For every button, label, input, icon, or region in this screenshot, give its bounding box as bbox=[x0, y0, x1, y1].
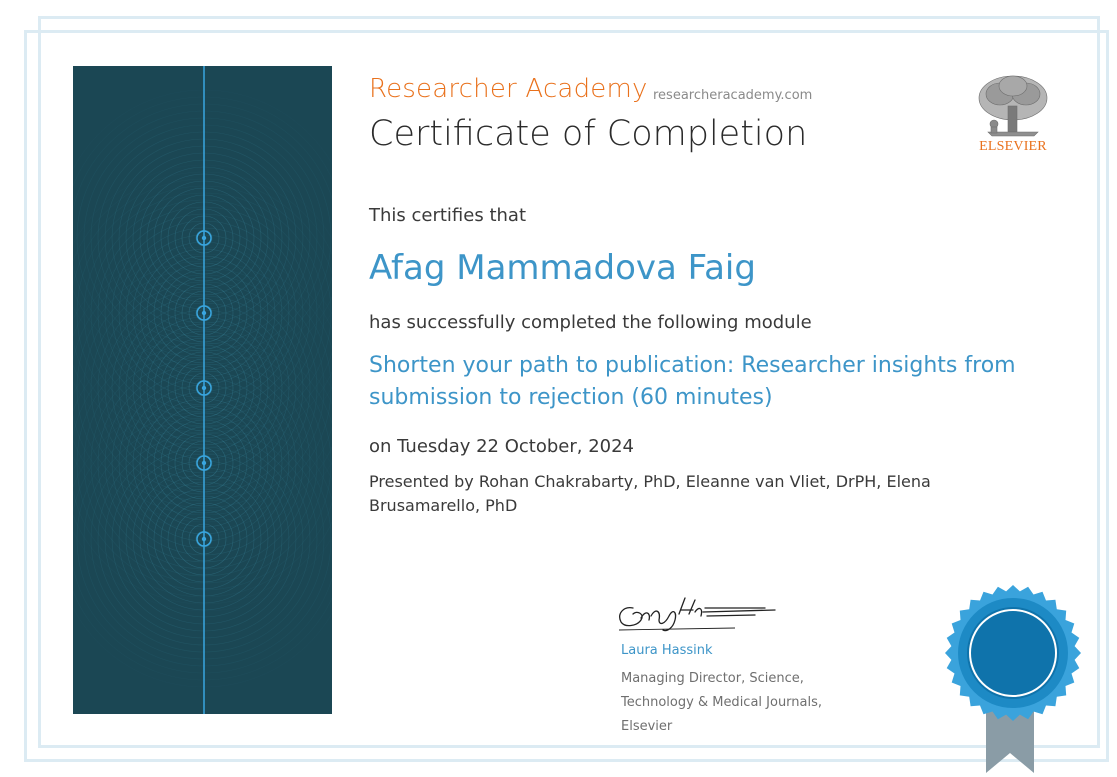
award-ribbon-badge-icon bbox=[940, 585, 1086, 777]
module-title: Shorten your path to publication: Researcher insights from submission to rejection (60 minutes) bbox=[369, 353, 1016, 410]
concentric-rings-pattern bbox=[73, 66, 332, 714]
decorative-wave-panel bbox=[73, 66, 332, 714]
node-dot bbox=[202, 386, 206, 390]
elsevier-wordmark: ELSEVIER bbox=[979, 139, 1047, 154]
node-dot bbox=[202, 236, 206, 240]
node-dot bbox=[202, 537, 206, 541]
signatory-name: Laura Hassink bbox=[621, 643, 713, 658]
website-url: researcheracademy.com bbox=[653, 88, 813, 103]
handwritten-signature bbox=[615, 590, 785, 636]
signatory-title: Managing Director, Science, Technology & Medical Journals, Elsevier bbox=[621, 671, 823, 734]
completion-date: on Tuesday 22 October, 2024 bbox=[369, 436, 635, 457]
presenters-list: Presented by Rohan Chakrabarty, PhD, Eleanne van Vliet, DrPH, Elena Brusamarello, PhD bbox=[369, 472, 931, 515]
brand-name: Researcher Academy bbox=[369, 74, 648, 104]
node-dot bbox=[202, 311, 206, 315]
node-dot bbox=[202, 461, 206, 465]
recipient-name: Afag Mammadova Faig bbox=[369, 248, 756, 288]
certifies-text: This certifies that bbox=[369, 205, 526, 226]
completion-statement: has successfully completed the following module bbox=[369, 312, 812, 333]
certificate-title: Certificate of Completion bbox=[369, 114, 808, 154]
